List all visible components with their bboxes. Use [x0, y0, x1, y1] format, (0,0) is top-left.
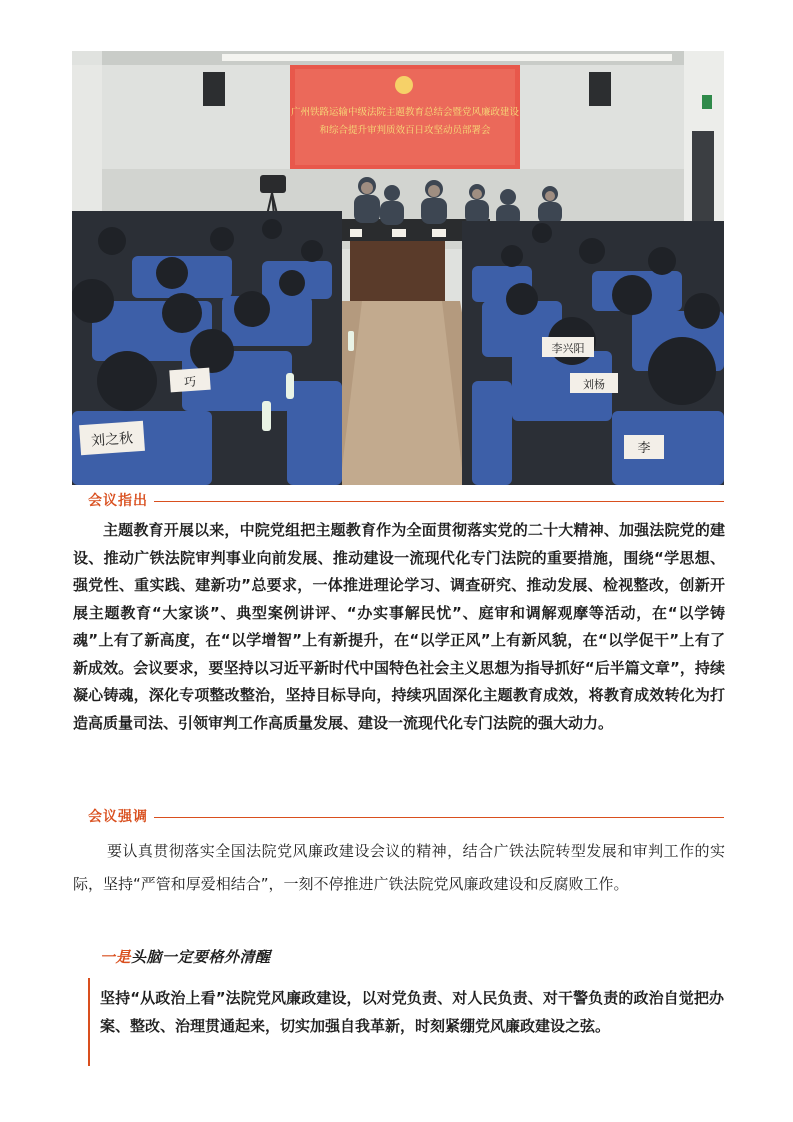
subsection-body: 坚持“从政治上看”法院党风廉政建设，以对党负责、对人民负责、对干警负责的政治自觉把办案、整改、治理贯通起来，切实加强自我革新，时刻紧绷党风廉政建设之弦。: [100, 989, 724, 1035]
section-title-2: 会议强调: [88, 809, 148, 825]
section-header-1: [88, 491, 724, 513]
section-header-2: [88, 807, 724, 829]
nameplate-4: 刘杨: [583, 378, 605, 391]
subsection-title: 头脑一定要格外清醒: [131, 948, 271, 966]
section-divider-2: [154, 817, 724, 818]
nameplate-2: 巧: [183, 374, 197, 390]
banner-line2: 和综合提升审判质效百日攻坚动员部署会: [319, 125, 491, 136]
subsection-heading: [100, 946, 271, 967]
section-body-1: 主题教育开展以来，中院党组把主题教育作为全面贯彻落实党的二十大精神、加强法院党的建设、推动广铁法院审判事业向前发展、推动建设一流现代化专门法院的重要措施，围绕“学思想、强党性、重实践、建新功”总要求，一体推进理论学习、调查研究、推动发展、检视整改，创新开展主题教育“大家谈”、典型案例讲评、“办实事解民忧”、庭审和调解观摩等活动，在“以学铸魂”上有了新高度，在“以学增智”上有新提升，在“以学正风”上有新风貌，在“以学促干”上有了新成效。会议要求，要坚持以习近平新时代中国特色社会主义思想为指导抓好“后半篇文章”，持续凝心铸魂，深化专项整改整治，坚持目标导向，持续巩固深化主题教育成效，将教育成效转化为打造高质量司法、引领审判工作高质量发展、建设一流现代化专门法院的强大动力。: [73, 521, 725, 732]
nameplate-5: 李: [637, 441, 651, 456]
subsection-prefix: 一是: [100, 948, 132, 966]
nameplate-1: 刘之秋: [90, 430, 134, 450]
section-title-1: 会议指出: [88, 493, 148, 509]
meeting-photo: [72, 51, 724, 485]
section-divider-1: [154, 501, 724, 502]
section-body-2: 要认真贯彻落实全国法院党风廉政建设会议的精神，结合广铁法院转型发展和审判工作的实际，坚持“严管和厚爱相结合”，一刻不停推进广铁法院党风廉政建设和反腐败工作。: [73, 842, 725, 893]
quote-bar: [88, 978, 90, 1066]
banner-line1: 广州铁路运输中级法院主题教育总结会暨党风廉政建设: [290, 107, 520, 118]
nameplate-3: 李兴阳: [551, 342, 585, 355]
